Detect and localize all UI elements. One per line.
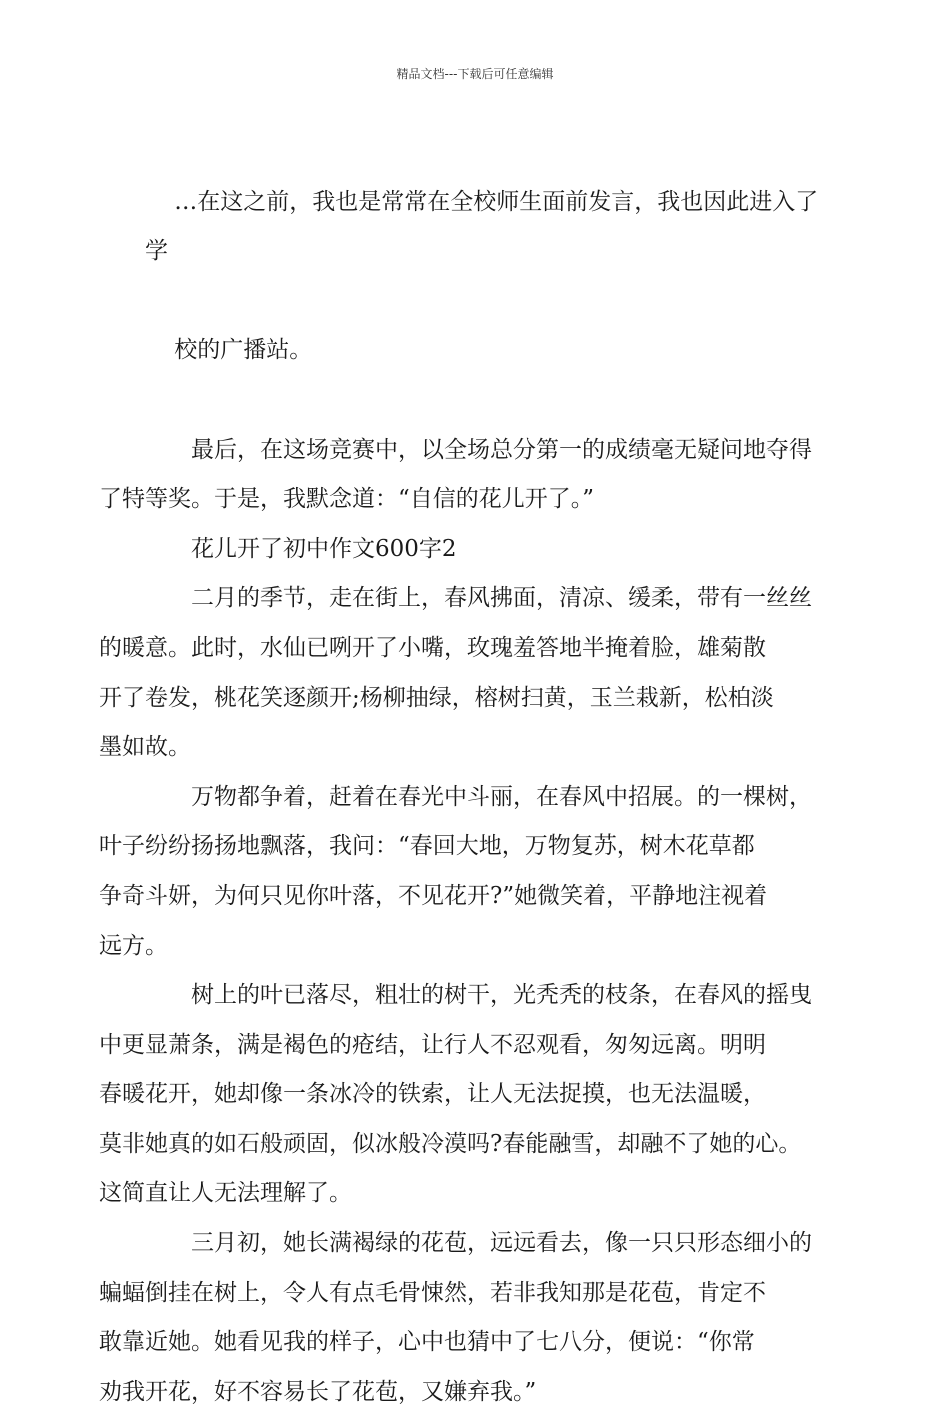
text-line: 了特等奖。于是，我默念道：“自信的花儿开了。” bbox=[99, 486, 595, 513]
text-line: 校的广播站。 bbox=[174, 337, 313, 364]
document-body bbox=[99, 128, 825, 1417]
text-line: 的暖意。此时，水仙已咧开了小嘴，玫瑰羞答地半掩着脸，雄菊散 bbox=[99, 634, 766, 661]
text-line: 敢靠近她。她看见我的样子，心中也猜中了七八分，便说：“你常 bbox=[99, 1329, 755, 1356]
text-line: 远方。 bbox=[99, 932, 168, 959]
paragraph bbox=[99, 426, 825, 525]
paragraph bbox=[99, 574, 825, 772]
paragraph bbox=[99, 971, 825, 1219]
text-line: 劝我开花，好不容易长了花苞，又嫌弃我。” bbox=[99, 1378, 537, 1405]
paragraph bbox=[99, 773, 825, 971]
section-heading bbox=[145, 525, 825, 575]
text-line: 二月的季节，走在街上，春风拂面，清凉、缓柔，带有一丝丝 bbox=[191, 585, 812, 612]
text-line: 花儿开了初中作文600字2 bbox=[191, 535, 457, 562]
text-line: 春暖花开，她却像一条冰冷的铁索，让人无法捉摸，也无法温暖， bbox=[99, 1081, 766, 1108]
page-header: 精品文档---下载后可任意编辑 bbox=[396, 67, 554, 81]
text-line: 树上的叶已落尽，粗壮的树干，光秃秃的枝条，在春风的摇曳 bbox=[191, 982, 812, 1009]
text-line: 墨如故。 bbox=[99, 734, 191, 761]
text-line: …在这之前，我也是常常在全校师生面前发言，我也因此进入了学 bbox=[145, 188, 819, 265]
text-line: 三月初，她长满褐绿的花苞，远远看去，像一只只形态细小的 bbox=[191, 1230, 812, 1257]
text-line: 万物都争着，赶着在春光中斗丽，在春风中招展。的一棵树， bbox=[191, 783, 812, 810]
text-line: 最后，在这场竞赛中，以全场总分第一的成绩毫无疑问地夺得 bbox=[191, 436, 812, 463]
text-line: 这简直让人无法理解了。 bbox=[99, 1180, 352, 1207]
text-line: 叶子纷纷扬扬地飘落，我问：“春回大地，万物复苏，树木花草都 bbox=[99, 833, 755, 860]
text-line: 莫非她真的如石般顽固，似冰般冷漠吗?春能融雪，却融不了她的心。 bbox=[99, 1130, 802, 1157]
text-line: 蝙蝠倒挂在树上，令人有点毛骨悚然，若非我知那是花苞，肯定不 bbox=[99, 1279, 766, 1306]
text-line: 中更显萧条，满是褐色的疮结，让行人不忍观看，匆匆远离。明明 bbox=[99, 1031, 766, 1058]
text-line: 争奇斗妍，为何只见你叶落，不见花开?”她微笑着，平静地注视着 bbox=[99, 882, 768, 909]
paragraph bbox=[99, 1219, 825, 1417]
text-line: 开了卷发，桃花笑逐颜开;杨柳抽绿，榕树扫黄，玉兰栽新，松柏淡 bbox=[99, 684, 774, 711]
paragraph bbox=[145, 128, 825, 426]
